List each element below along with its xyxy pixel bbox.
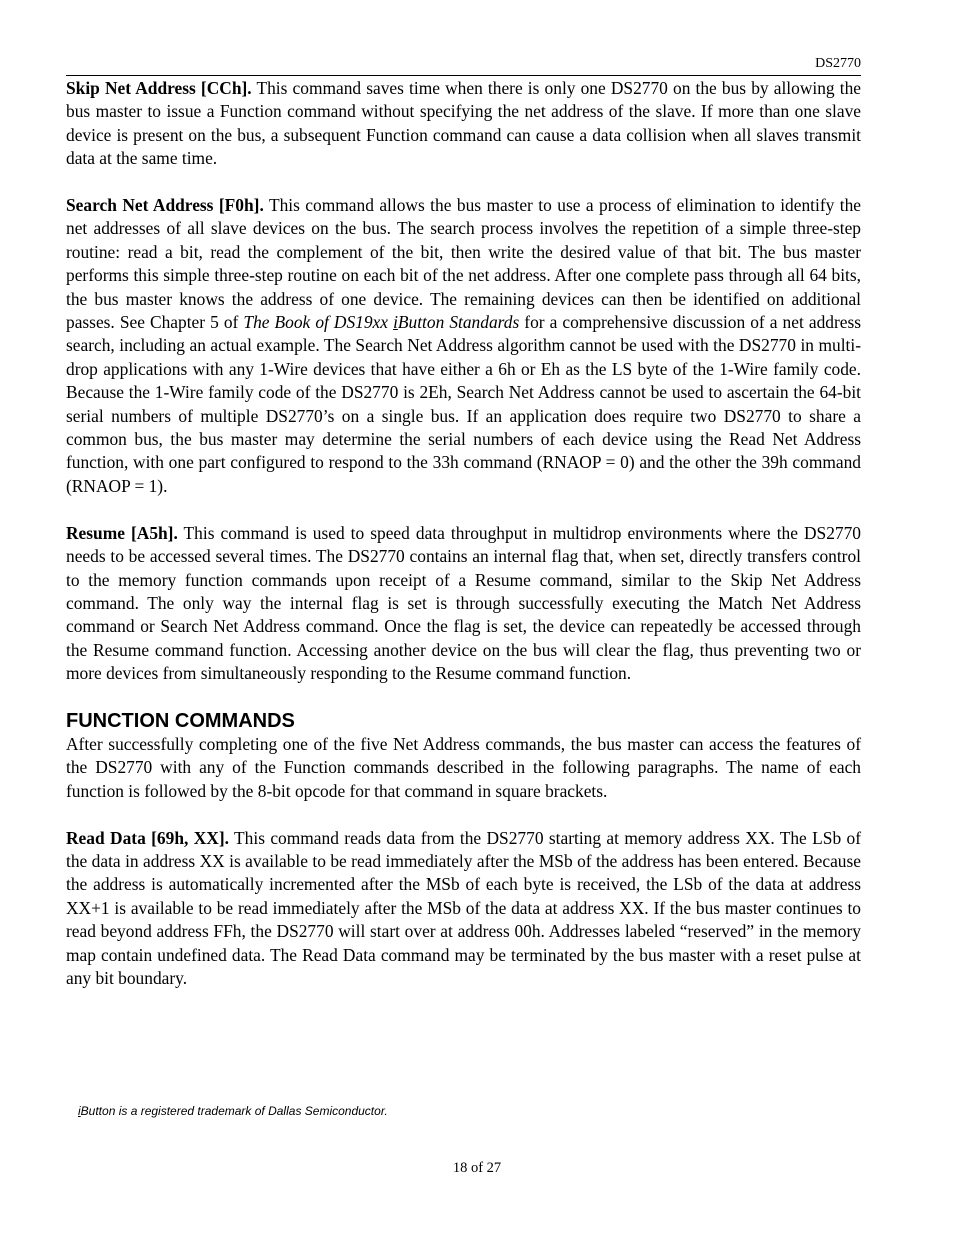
paragraph-function-commands-intro: After successfully completing one of the five Net Address commands, the bus master can access the features of the DS2770 with any of the Function commands described in the following paragraphs. The name of each function is followed by the 8-bit opcode for that command in square brackets. [66, 733, 861, 801]
trademark-footnote: iButton is a registered trademark of Dallas Semiconductor. [78, 1104, 388, 1118]
page-number: 18 of 27 [452, 1160, 502, 1176]
skip-net-address-title: Skip Net Address [CCh]. [66, 78, 252, 98]
section-heading-function-commands: FUNCTION COMMANDS [66, 709, 295, 732]
paragraph-search-net-address [66, 194, 861, 498]
paragraph-read-data [66, 827, 861, 991]
search-net-address-body-a: This command allows the bus master to use a process of elimination to identify the net addresses of all slave devices on the bus. The search process involves the repetition of a simple three-step routine: read a bit, read the complement of the bit, then write the desired value of that bit. The bus master performs this simple three-step routine on each bit of the net address. After one complete pass through all 64 bits, the bus master knows the address of one device. The remaining devices can then be identified on additional passes. See Chapter 5 of [66, 195, 861, 333]
read-data-body: This command reads data from the DS2770 starting at memory address XX. The LSb of the data in address XX is available to be read immediately after the MSb of the address has been entered. Because the address is automatically incremented after the MSb of each byte is received, the LSb of the data at address XX+1 is available to be read immediately after the MSb of the data at address XX. If the bus master continues to read beyond address FFh, the DS2770 will start over at address 00h. Addresses labeled “reserved” in the memory map contain undefined data. The Read Data command may be terminated by the bus master with a reset pulse at any bit boundary. [66, 827, 862, 988]
search-net-address-body-b: for a comprehensive discussion of a net address search, including an actual example. The Search Net Address algorithm cannot be used with the DS2770 in multi-drop applications with any 1-Wire devices that have either a 6h or Eh as the LS byte of the 1-Wire family code. Because the 1-Wire family code of the DS2770 is 2Eh, Search Net Address cannot be used to ascertain the 64-bit serial numbers of multiple DS2770’s on a single bus. If an application does require two DS2770 to share a common bus, the bus master may determine the serial numbers of each device using the Read Net Address function, with one part configured to respond to the 33h command (RNAOP = 0) and the other the 39h command (RNAOP = 1). [66, 312, 862, 496]
search-net-address-title: Search Net Address [F0h]. [66, 195, 264, 216]
header-rule [66, 75, 861, 76]
paragraph-resume [66, 522, 861, 686]
resume-title: Resume [A5h]. [66, 522, 178, 543]
paragraph-skip-net-address [66, 77, 861, 171]
header-doc-id: DS2770 [815, 56, 861, 71]
resume-body: This command is used to speed data throughput in multidrop environments where the DS2770 needs to be accessed several times. The DS2770 contains an internal flag that, when set, directly transfers control to the memory function commands upon receipt of a Resume command, similar to the Skip Net Address command. The only way the internal flag is set is through successfully executing the Match Net Address command or Search Net Address command. Once the flag is set, the device can repeatedly be accessed through the Resume command function. Accessing another device on the bus will clear the flag, thus preventing two or more devices from simultaneously responding to the Resume command function. [66, 522, 861, 684]
skip-net-address-body: This command saves time when there is only one DS2770 on the bus by allowing the bus master to issue a Function command without specifying the net address of the slave. If more than one slave device is present on the bus, a subsequent Function command can cause a data collision when all slaves transmit data at the same time. [66, 78, 861, 169]
page-content [66, 77, 861, 1014]
read-data-title: Read Data [69h, XX]. [66, 827, 229, 848]
book-title: The Book of DS19xx iButton Standards [243, 312, 520, 333]
